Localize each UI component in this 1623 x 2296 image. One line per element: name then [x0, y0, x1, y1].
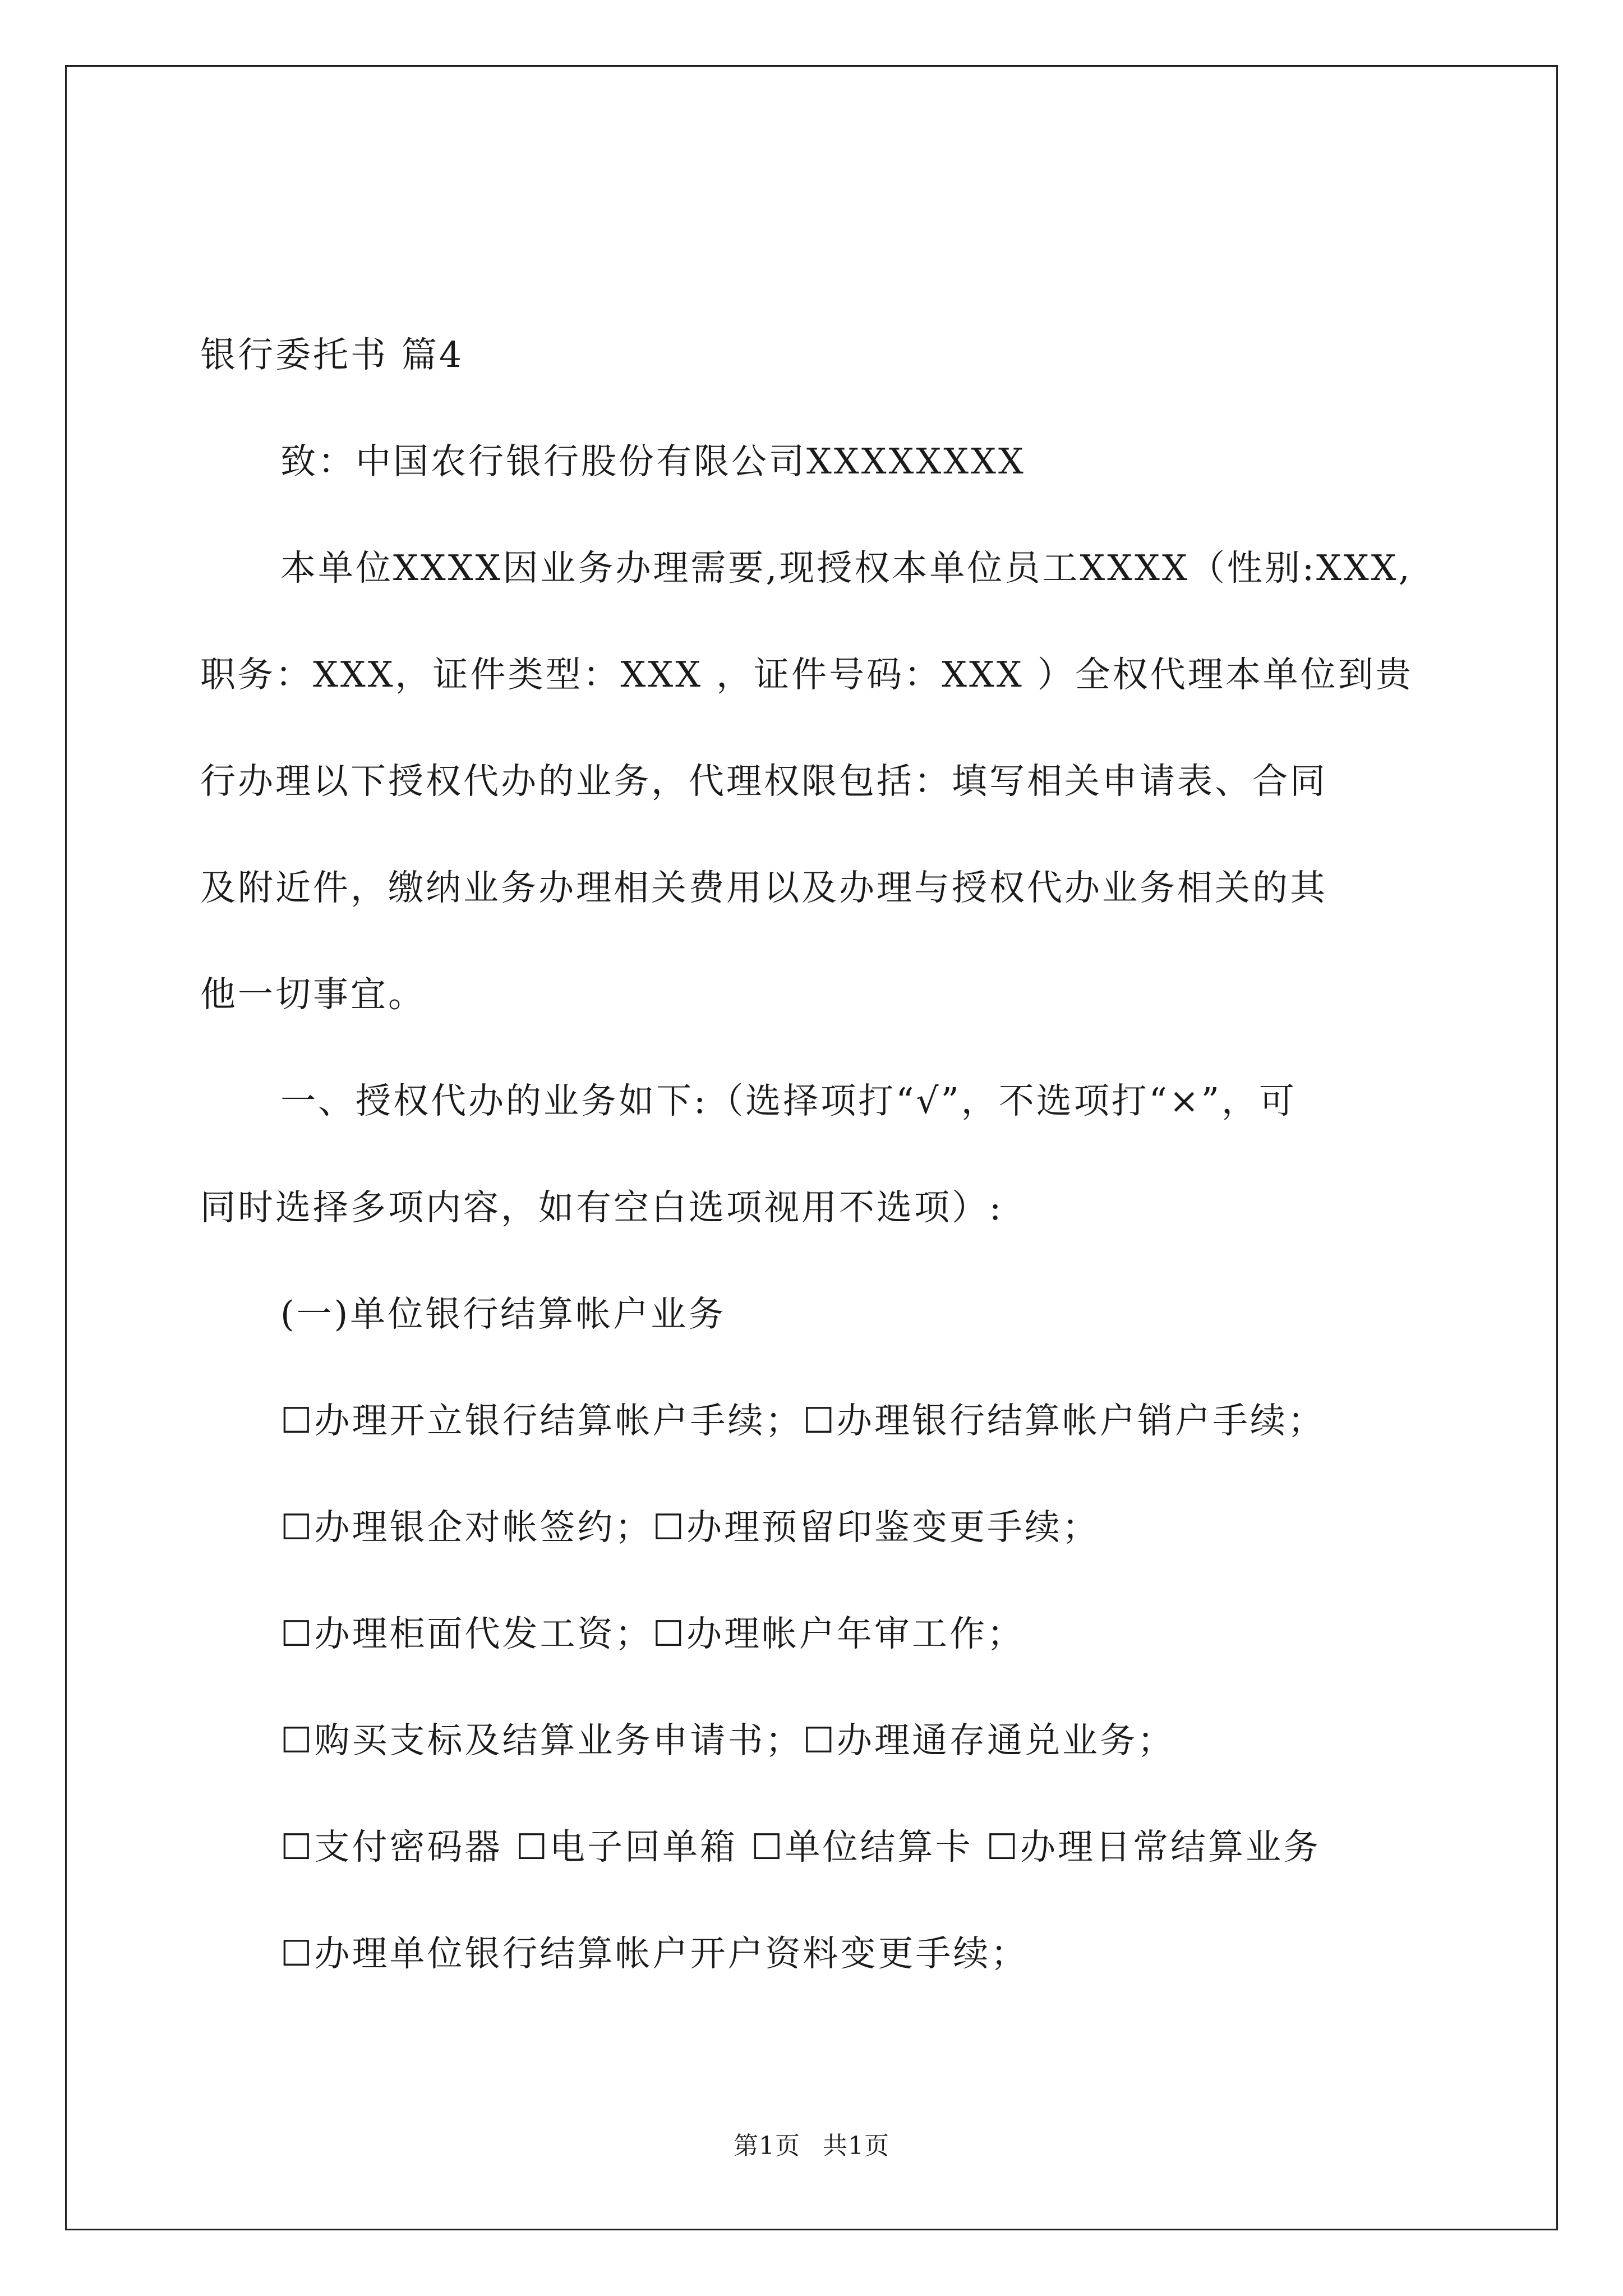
option-line-6: ☐办理单位银行结算帐户开户资料变更手续；	[280, 1933, 1029, 1974]
body-line-3: 行办理以下授权代办的业务，代理权限包括：填写相关申请表、合同	[200, 761, 1327, 802]
page-border	[65, 65, 1558, 2230]
option-line-2: ☐办理银企对帐签约；☐办理预留印鉴变更手续；	[280, 1507, 1100, 1548]
section-line-2: 同时选择多项内容，如有空白选项视用不选项）:	[200, 1187, 1004, 1228]
option-line-4: ☐购买支标及结算业务申请书；☐办理通存通兑业务；	[280, 1720, 1175, 1761]
document-title: 银行委托书 篇4	[200, 334, 464, 375]
page-total: 共1页	[823, 2132, 889, 2160]
option-line-1: ☐办理开立银行结算帐户手续；☐办理银行结算帐户销户手续；	[280, 1400, 1325, 1441]
body-line-1: 本单位XXXX因业务办理需要,现授权本单位员工XXXX（性别:XXX,	[280, 547, 1412, 588]
section-line-1: 一、授权代办的业务如下:（选择项打“√”，不选项打“×”，可	[280, 1080, 1297, 1121]
body-line-4: 及附近件，缴纳业务办理相关费用以及办理与授权代办业务相关的其	[200, 867, 1327, 908]
option-line-3: ☐办理柜面代发工资；☐办理帐户年审工作；	[280, 1613, 1025, 1654]
page-footer	[0, 2129, 1623, 2163]
option-line-5: ☐支付密码器 ☐电子回单箱 ☐单位结算卡 ☐办理日常结算业务	[280, 1826, 1321, 1867]
body-line-5: 他一切事宜。	[200, 974, 426, 1015]
body-line-2: 职务：XXX，证件类型：XXX ，证件号码：XXX ）全权代理本单位到贵	[200, 654, 1413, 695]
subsection-heading: (一)单位银行结算帐户业务	[280, 1294, 726, 1335]
page-number: 第1页	[734, 2132, 800, 2160]
addressee-line: 致：中国农行银行股份有限公司XXXXXXXX	[280, 441, 1026, 482]
